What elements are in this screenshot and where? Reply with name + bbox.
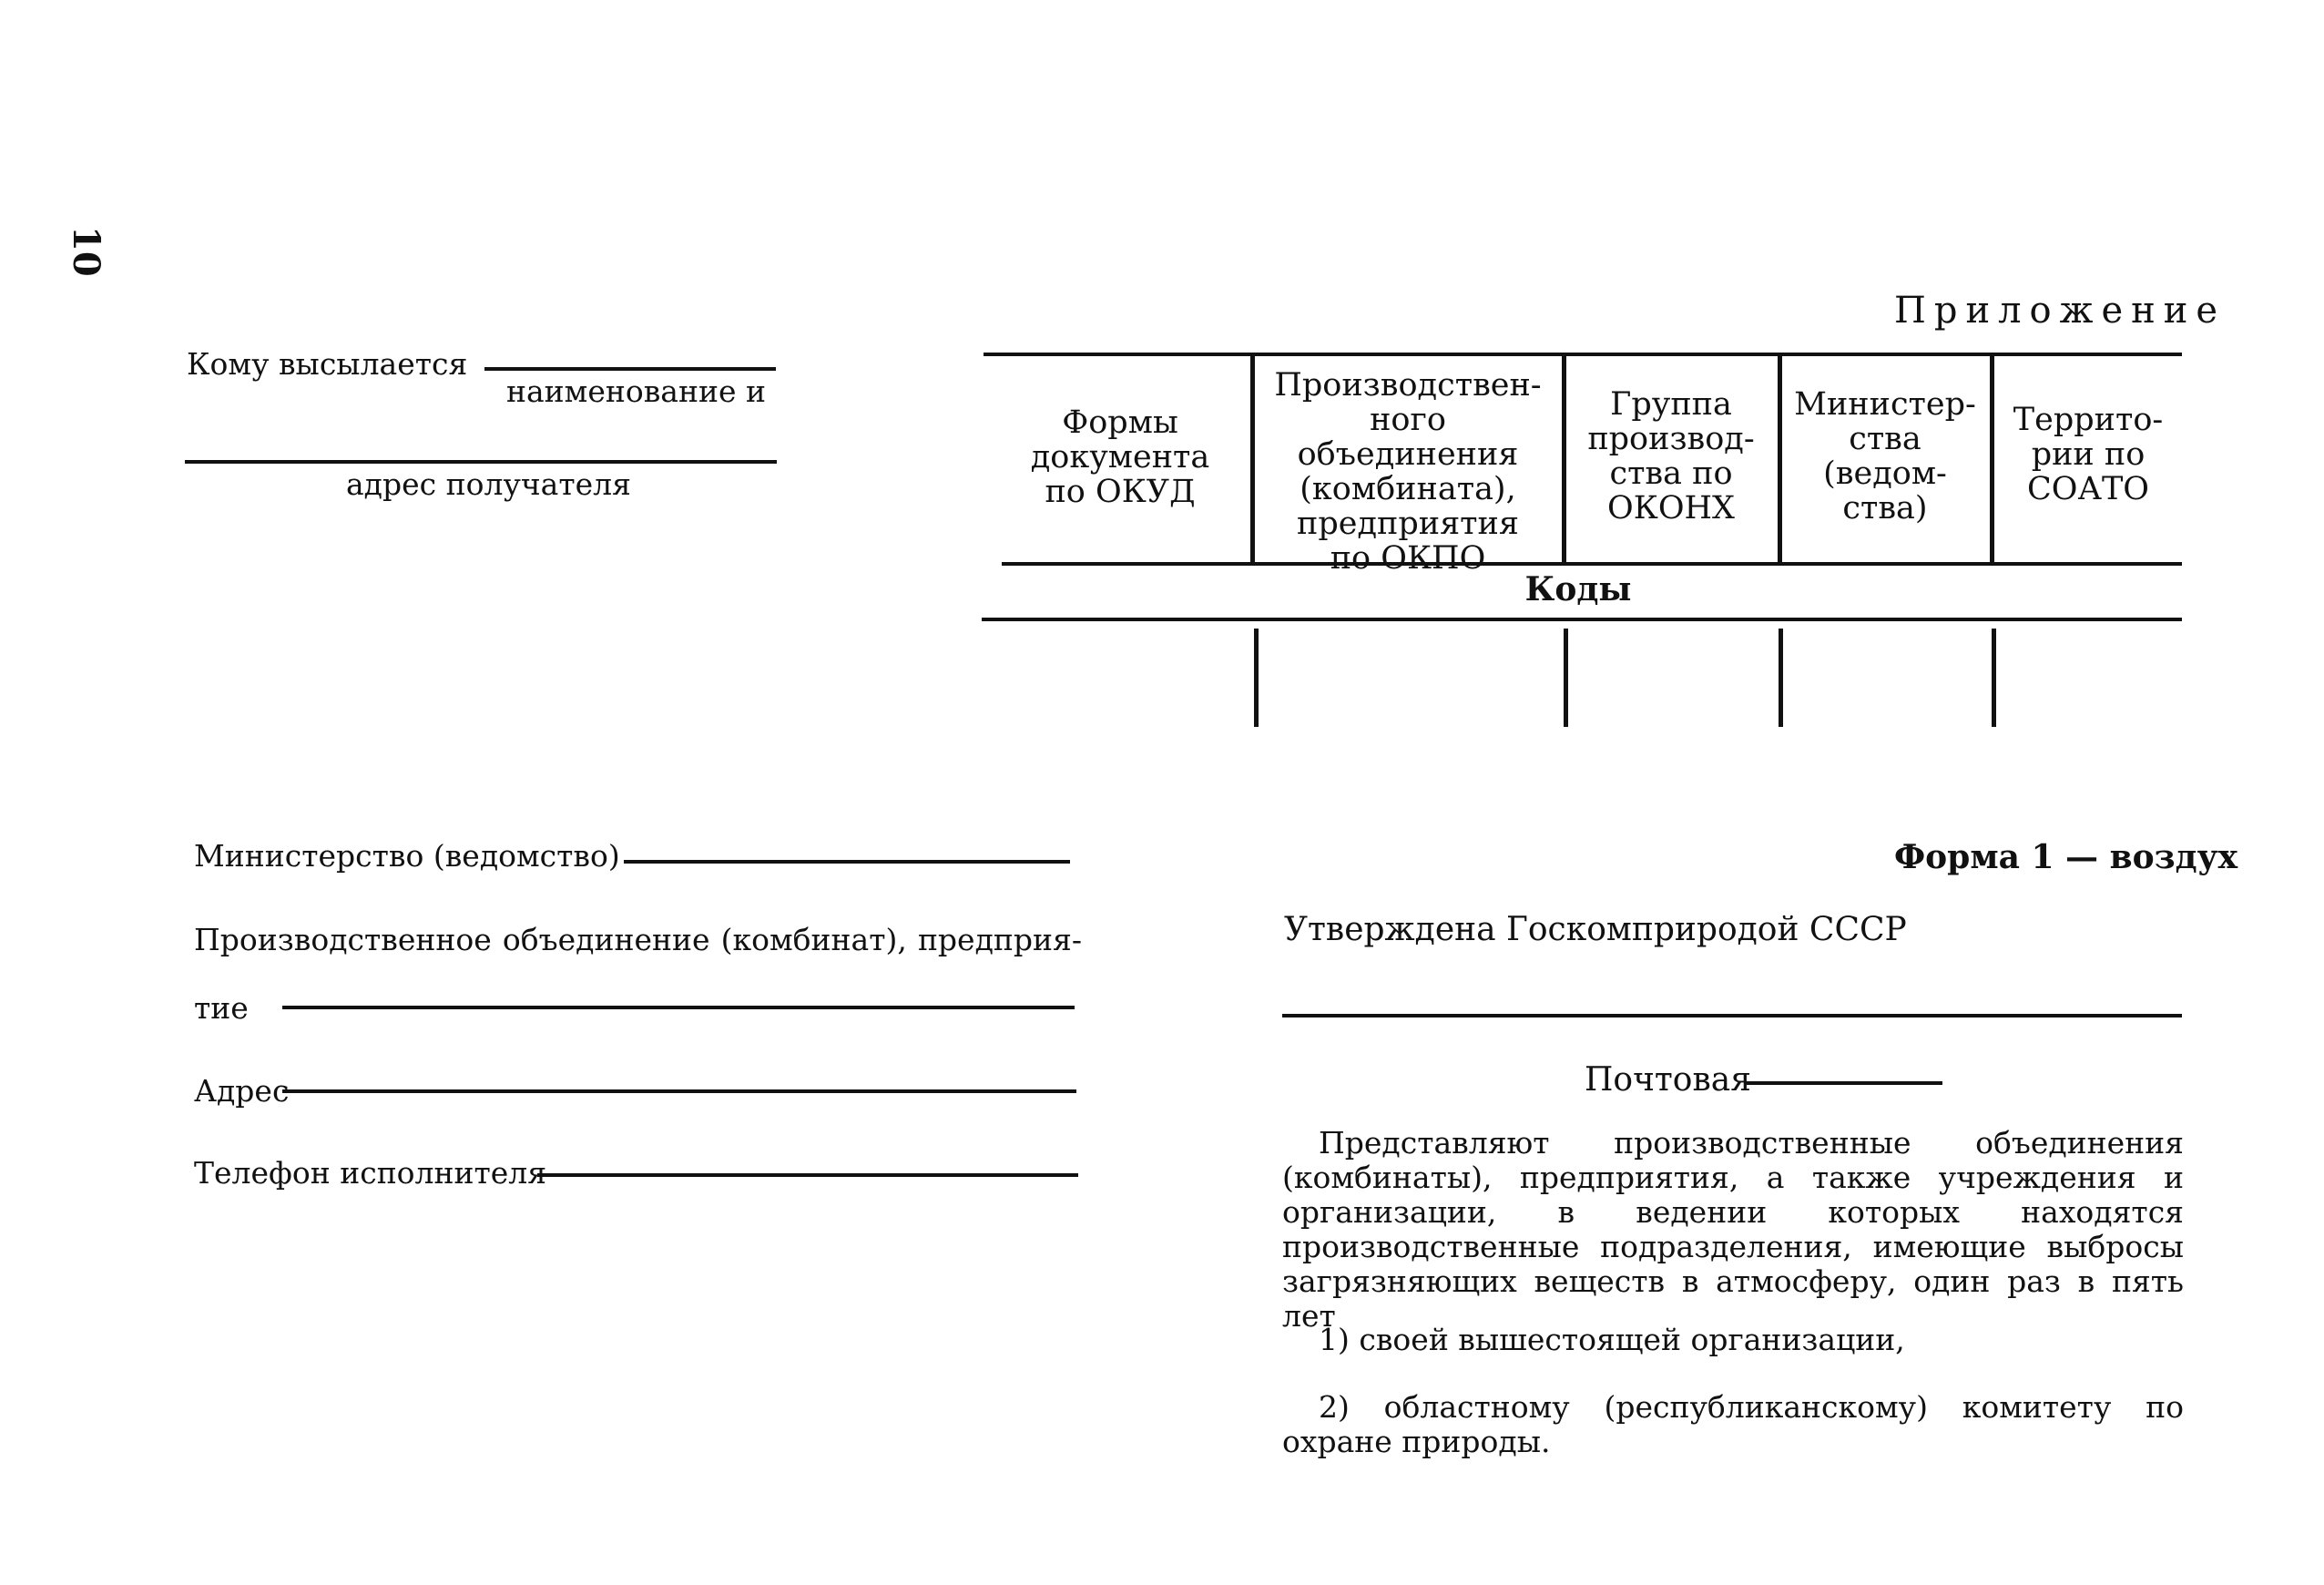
enterprise-label-1: Производственное объединение (комбинат), предприя- <box>194 922 1082 957</box>
col-header-soato <box>1994 403 2182 506</box>
postal-line <box>1744 1081 1942 1085</box>
recipient-label: Кому высылается <box>187 346 468 382</box>
codes-label: Коды <box>1524 570 1632 608</box>
col-okonh-line: ства по <box>1609 455 1733 492</box>
col-okonh-line: производ- <box>1587 421 1755 457</box>
table-body-sep-4 <box>1992 629 1996 727</box>
col-soato-line: рии по <box>2031 436 2146 473</box>
recipient-line-1 <box>484 367 776 371</box>
col-header-ministry <box>1782 387 1988 526</box>
table-mid-rule <box>1002 562 2182 566</box>
col-okud-line: документа <box>1030 439 1210 476</box>
ministry-line <box>624 860 1070 864</box>
postal-label: Почтовая <box>1585 1061 1751 1099</box>
col-okud-line: Формы <box>1062 404 1178 441</box>
recipient-caption-1: наименование и <box>506 373 766 409</box>
col-soato-line: СОАТО <box>2026 471 2150 507</box>
recipient-line-2 <box>185 460 777 464</box>
col-ministry-line: (ведом- <box>1823 455 1947 492</box>
table-body-sep-3 <box>1779 629 1783 727</box>
ministry-label: Министерство (ведомство) <box>194 838 620 874</box>
recipient-item-1: 1) своей вышестоящей организации, <box>1319 1322 1905 1357</box>
table-codes-rule <box>982 618 2182 621</box>
table-body-sep-1 <box>1254 629 1259 727</box>
col-okpo-line: по ОКПО <box>1330 540 1486 577</box>
col-okpo-line: Производствен- <box>1274 367 1542 404</box>
address-label: Адрес <box>194 1073 290 1109</box>
form-label: Форма 1 — воздух <box>1894 838 2238 876</box>
description-paragraph: Представляют производственные объединения (комбинаты), предприятия, а также учреждения и организации, в ведении которых находятся производственные подразделения, имеющие выбросы загрязняющих веществ в атмосферу, один раз в пять лет <box>1282 1125 2184 1334</box>
col-okonh-line: ОКОНХ <box>1607 490 1735 527</box>
col-okpo-line: предприятия <box>1297 506 1519 542</box>
enterprise-label-2: тие <box>194 990 249 1026</box>
phone-line <box>537 1173 1078 1177</box>
col-okud-line: по ОКУД <box>1045 474 1196 510</box>
approved-line <box>1282 1014 2182 1017</box>
col-okonh-line: Группа <box>1610 386 1732 423</box>
appendix-title: Приложение <box>1894 290 2227 332</box>
col-okpo-line: ного объединения <box>1297 402 1519 473</box>
col-header-okonh <box>1566 387 1776 526</box>
phone-label: Телефон исполнителя <box>194 1155 547 1191</box>
enterprise-line <box>282 1006 1075 1009</box>
table-top-rule <box>984 353 2182 356</box>
table-body-sep-2 <box>1564 629 1568 727</box>
col-okpo-line: (комбината), <box>1300 471 1516 507</box>
col-ministry-line: ства) <box>1842 490 1928 527</box>
recipient-item-2: 2) областному (республиканскому) комитету по охране природы. <box>1282 1389 2184 1459</box>
approved-text: Утверждена Госкомприродой СССР <box>1284 911 1907 948</box>
col-header-okud <box>993 405 1248 509</box>
recipient-caption-2: адрес получателя <box>346 466 631 502</box>
col-ministry-line: ства <box>1849 421 1921 457</box>
col-header-okpo <box>1255 368 1561 576</box>
address-line <box>282 1089 1076 1093</box>
page-number: 10 <box>65 226 107 277</box>
col-ministry-line: Министер- <box>1794 386 1976 423</box>
col-soato-line: Террито- <box>2013 402 2164 438</box>
